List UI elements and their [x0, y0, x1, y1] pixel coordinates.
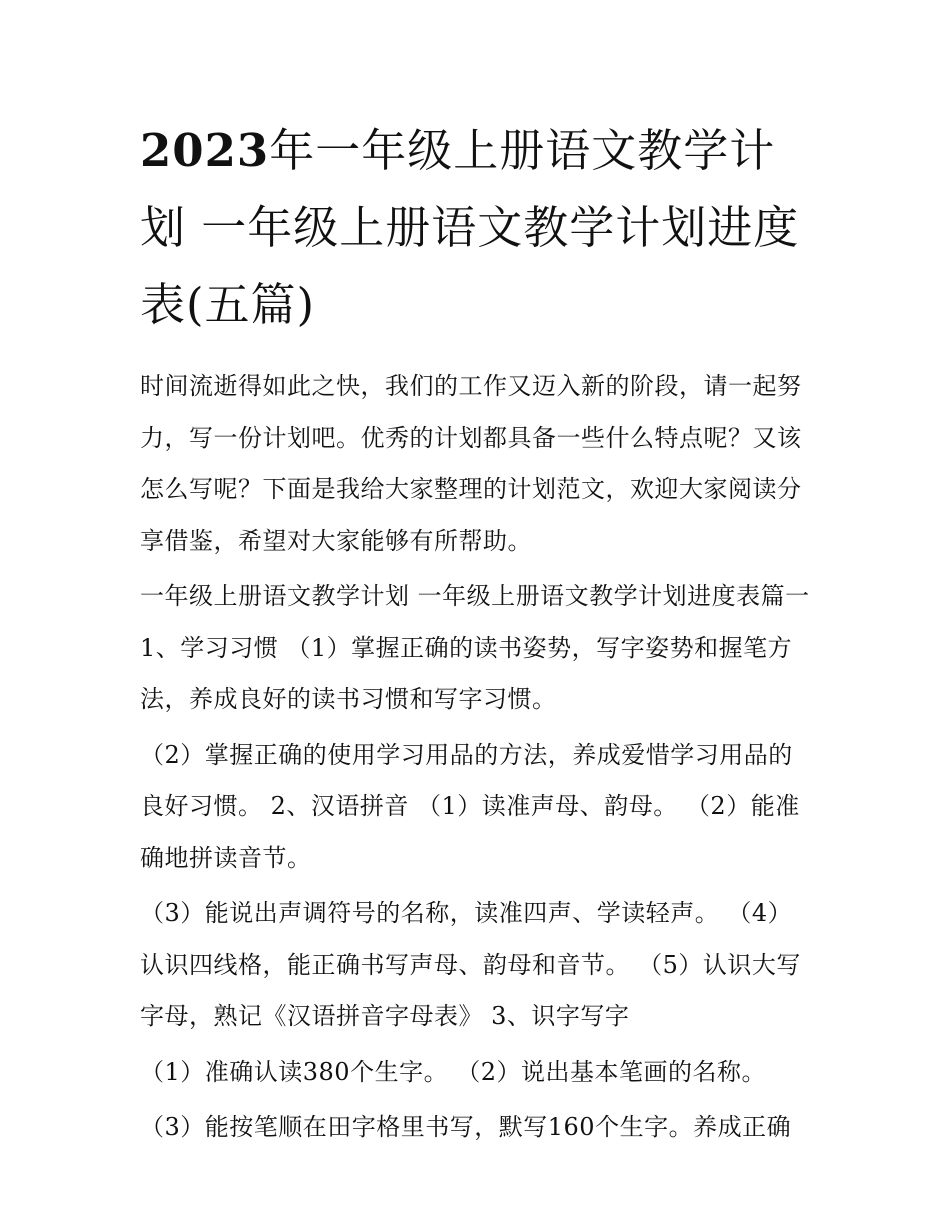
- title-text: 年一年级上册语文教学计划 一年级上册语文教学计划进度表(五篇): [140, 124, 800, 331]
- body-paragraph-3: （3）能说出声调符号的名称，读准四声、学读轻声。 （4）认识四线格，能正确书写声母、韵母和音节。 （5）认识大写字母，熟记《汉语拼音字母表》 3、识字写字: [140, 899, 801, 1030]
- document-page: [140, 112, 812, 1154]
- title-year: 2023: [140, 124, 270, 177]
- body-paragraph-4: （1）准确认读380个生字。 （2）说出基本笔画的名称。: [140, 1057, 766, 1086]
- intro-paragraph: 时间流逝得如此之快，我们的工作又迈入新的阶段，请一起努力，写一份计划吧。优秀的计划都具备一些什么特点呢？又该怎么写呢？下面是我给大家整理的计划范文，欢迎大家阅读分享借鉴，希望对大家能够有所帮助。: [140, 372, 802, 555]
- body-paragraph-2: （2）掌握正确的使用学习用品的方法，养成爱惜学习用品的良好习惯。 2、汉语拼音 （1）读准声母、韵母。 （2）能准确地拼读音节。: [140, 740, 800, 872]
- body-paragraph-5: （3）能按笔顺在田字格里书写，默写160个生字。养成正确: [140, 1113, 792, 1141]
- body-paragraph-1: 一年级上册语文教学计划 一年级上册语文教学计划进度表篇一1、学习习惯 （1）掌握正确的读书姿势，写字姿势和握笔方法，养成良好的读书习惯和写字习惯。: [140, 582, 810, 713]
- document-title: [140, 112, 812, 343]
